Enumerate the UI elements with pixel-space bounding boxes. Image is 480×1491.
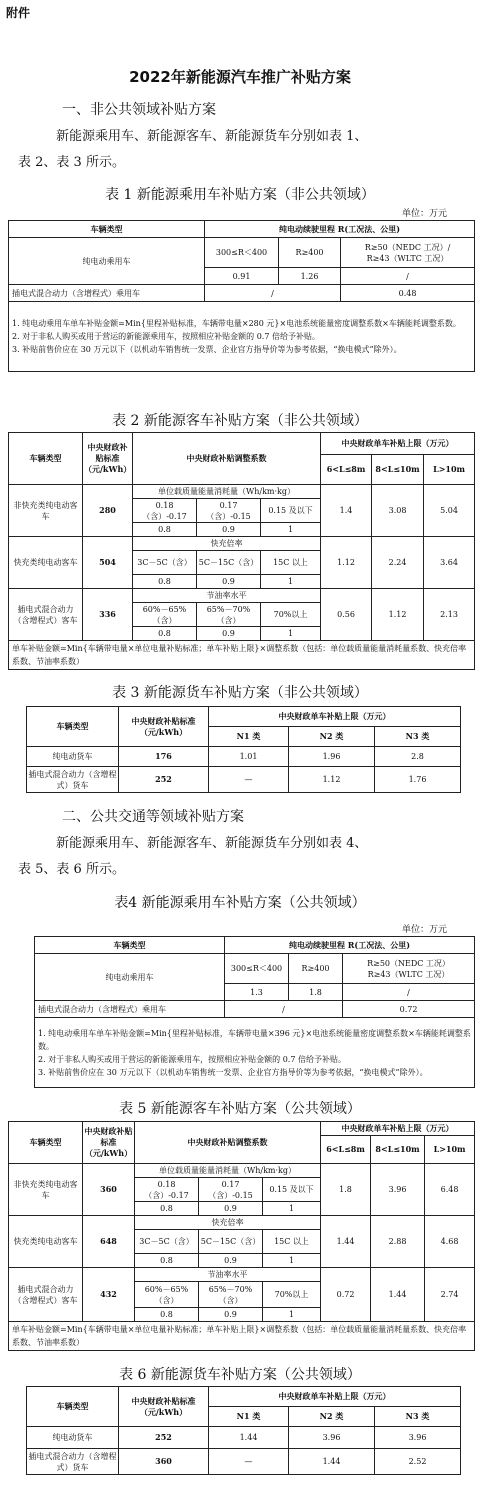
table-4-note-3: 3. 补贴前售价应在 30 万元以下（以机动车销售统一发票、企业官方指导价等为参考依据，“换电模式”除外）。: [38, 1067, 428, 1077]
table-4-range-3: [343, 954, 475, 984]
table-2-header-c3: L>10m: [424, 455, 475, 485]
table-5-g1-k1: 0.8: [135, 1202, 199, 1216]
table-2-g3-a1: 60%－65%（含）: [133, 603, 197, 627]
table-3-header-type: 车辆类型: [27, 707, 119, 747]
table-3-header-n2: N2 类: [289, 727, 375, 747]
table-6-r2-n2: 1.44: [289, 1449, 375, 1475]
attachment-label: 附件: [6, 6, 31, 20]
table-5-header-c2: 8<L≤10m: [371, 1136, 425, 1164]
table-5-g2-c2: 2.88: [371, 1216, 425, 1268]
table-3-caption: 表 3 新能源货车补贴方案（非公共领域）: [112, 685, 368, 701]
table-4-range-3-line2: R≥43（WLTC 工况）: [367, 969, 450, 979]
table-2-header-adj: 中央财政补贴调整系数: [133, 433, 321, 485]
table-6-caption: 表 6 新能源货车补贴方案（公共领域）: [119, 1367, 361, 1383]
table-3-header-cap: 中央财政单车补贴上限（万元）: [209, 707, 461, 727]
table-5-g1-c1: 1.8: [321, 1164, 371, 1216]
table-6-r1-n3: 3.96: [375, 1427, 461, 1449]
table-5-g2-a1: 3C－5C（含）: [135, 1230, 199, 1254]
table-3-r2-std: 252: [119, 767, 209, 793]
section-1-para-line2: 表 2、表 3 所示。: [18, 155, 125, 170]
table-4-row-phev-label: 插电式混合动力（含增程式）乘用车: [35, 1001, 225, 1018]
table-5-caption: 表 5 新能源客车补贴方案（公共领域）: [119, 1101, 361, 1117]
table-2-g2-c3: 3.64: [424, 537, 475, 589]
table-2-g1-c1: 1.4: [321, 485, 372, 537]
table-3-header-std: 中央财政补贴标准（元/kWh）: [119, 707, 209, 747]
table-1-note-1: 1. 纯电动乘用车单车补贴金额=Min{里程补贴标准，车辆带电量×280 元}×电池系统能量密度调整系数×车辆能耗调整系数。: [12, 319, 461, 328]
table-4-header-range: 纯电动续驶里程 R(工况法、公里): [225, 937, 475, 954]
table-5-g3-std: 432: [83, 1268, 135, 1322]
table-5-g3-k1: 0.8: [135, 1308, 199, 1322]
table-1-value-1: 0.91: [205, 268, 279, 285]
table-4-range-1: 300≤R＜400: [225, 954, 289, 984]
table-3-r2-n3: 1.76: [375, 767, 461, 793]
table-2-g2-k1: 0.8: [133, 575, 197, 589]
table-5-g2-a3: 15C 以上: [263, 1230, 321, 1254]
table-6-header-n2: N2 类: [289, 1407, 375, 1427]
table-5-g2-c3: 4.68: [425, 1216, 475, 1268]
table-5-g3-type: 插电式混合动力（含增程式）客车: [9, 1268, 83, 1322]
table-4-range-3-line1: R≥50（NEDC 工况）: [367, 958, 450, 968]
table-1-row-phev-label: 插电式混合动力（含增程式）乘用车: [9, 285, 205, 302]
table-5-g1-std: 360: [83, 1164, 135, 1216]
table-3-r2-n2: 1.12: [289, 767, 375, 793]
table-4-phev-value: 0.72: [343, 1001, 475, 1018]
table-2-header-std: 中央财政补贴标准（元/kWh）: [83, 433, 133, 485]
table-2-g1-a1: 0.18（含）-0.17: [133, 499, 197, 523]
table-4-note-1: 1. 纯电动乘用车单车补贴金额=Min{里程补贴标准，车辆带电量×396 元}×电池系统能量密度调整系数×车辆能耗调整系数。: [38, 1028, 471, 1051]
table-2-header-type: 车辆类型: [9, 433, 83, 485]
table-6-r2-std: 360: [119, 1449, 209, 1475]
table-1-value-2: 1.26: [279, 268, 341, 285]
table-6-header-cap: 中央财政单车补贴上限（万元）: [209, 1387, 461, 1407]
table-3-r1-std: 176: [119, 747, 209, 767]
table-3: [26, 706, 461, 793]
table-3-r1-n2: 1.96: [289, 747, 375, 767]
table-2-g1-k1: 0.8: [133, 523, 197, 537]
table-4-range-2: R≥400: [289, 954, 343, 984]
table-6-header-type: 车辆类型: [27, 1387, 119, 1427]
table-6-r1-n2: 3.96: [289, 1427, 375, 1449]
table-2-g1-c3: 5.04: [424, 485, 475, 537]
table-5-g1-k2: 0.9: [199, 1202, 263, 1216]
table-2-g1-a2: 0.17（含）-0.15: [197, 499, 261, 523]
table-4-value-2: 1.8: [289, 984, 343, 1001]
section-2-para-line2: 表 5、表 6 所示。: [18, 862, 125, 877]
table-5-header-std: 中央财政补贴标准（元/kWh）: [83, 1122, 135, 1164]
table-5-header-c3: L>10m: [425, 1136, 475, 1164]
table-2-g3-std: 336: [83, 589, 133, 641]
table-4-notes: [35, 1018, 475, 1088]
table-5-g3-c1: 0.72: [321, 1268, 371, 1322]
table-6-r2-type: 插电式混合动力（含增程式）货车: [27, 1449, 119, 1475]
table-5-g3-c2: 1.44: [371, 1268, 425, 1322]
table-6-r1-std: 252: [119, 1427, 209, 1449]
section-2-heading: 二、公共交通等领域补贴方案: [62, 809, 244, 825]
table-2-g3-k3: 1: [261, 627, 321, 641]
table-1-notes: [9, 302, 475, 372]
table-4-value-3: /: [343, 984, 475, 1001]
table-2-g2-c1: 1.12: [321, 537, 372, 589]
table-5-g3-k3: 1: [263, 1308, 321, 1322]
table-1-range-3-line2: R≥43（WLTC 工况）: [366, 253, 449, 263]
table-1-phev-slash: /: [205, 285, 341, 302]
table-2-g1-c2: 3.08: [372, 485, 424, 537]
table-5-g3-sub: 节油率水平: [135, 1268, 321, 1282]
table-6-r1-n1: 1.44: [209, 1427, 289, 1449]
table-3-r1-n3: 2.8: [375, 747, 461, 767]
table-2-g2-a1: 3C－5C（含）: [133, 551, 197, 575]
table-5-header-adj: 中央财政补贴调整系数: [135, 1122, 321, 1164]
table-2-g2-a2: 5C－15C（含）: [197, 551, 261, 575]
table-2-caption: 表 2 新能源客车补贴方案（非公共领域）: [112, 413, 368, 429]
table-1-phev-value: 0.48: [341, 285, 475, 302]
table-2-g3-type: 插电式混合动力（含增程式）客车: [9, 589, 83, 641]
table-2-g2-type: 快充类纯电动客车: [9, 537, 83, 589]
table-4-row-bev-label: 纯电动乘用车: [35, 954, 225, 1001]
table-3-header-n3: N3 类: [375, 727, 461, 747]
table-2-g1-sub: 单位载质量能量消耗量（Wh/km·kg）: [133, 485, 321, 499]
table-2-g3-a3: 70%以上: [261, 603, 321, 627]
table-3-r1-n1: 1.01: [209, 747, 289, 767]
table-2-g2-sub: 快充倍率: [133, 537, 321, 551]
table-2-g3-c2: 1.12: [372, 589, 424, 641]
table-5-note: 单车补贴金额=Min{车辆带电量×单位电量补贴标准；单车补贴上限}×调整系数（包括：单位载质量能量消耗量系数、快充倍率系数、节油率系数）: [9, 1322, 475, 1351]
table-1-header-type: 车辆类型: [9, 221, 205, 238]
table-5-g1-a1: 0.18（含）-0.17: [135, 1178, 199, 1202]
table-2-g2-std: 504: [83, 537, 133, 589]
table-6-r1-type: 纯电动货车: [27, 1427, 119, 1449]
table-1-range-2: R≥400: [279, 238, 341, 268]
table-5-g2-std: 648: [83, 1216, 135, 1268]
table-5-g2-k3: 1: [263, 1254, 321, 1268]
table-2-g1-k3: 1: [261, 523, 321, 537]
table-4-header-type: 车辆类型: [35, 937, 225, 954]
table-1-row-bev-label: 纯电动乘用车: [9, 238, 205, 285]
table-5-g1-k3: 1: [263, 1202, 321, 1216]
table-1: [8, 220, 475, 372]
table-5-g1-a2: 0.17（含）-0.15: [199, 1178, 263, 1202]
table-5-g1-c2: 3.96: [371, 1164, 425, 1216]
table-2-g3-k1: 0.8: [133, 627, 197, 641]
table-2-g2-k2: 0.9: [197, 575, 261, 589]
table-5-g2-sub: 快充倍率: [135, 1216, 321, 1230]
table-5-g2-k2: 0.9: [199, 1254, 263, 1268]
table-5-g2-c1: 1.44: [321, 1216, 371, 1268]
table-2-header-c1: 6<L≤8m: [321, 455, 372, 485]
table-5-g1-sub: 单位载质量能量消耗量（Wh/km·kg）: [135, 1164, 321, 1178]
table-3-r2-n1: —: [209, 767, 289, 793]
section-1-para-line1: 新能源乘用车、新能源客车、新能源货车分别如表 1、: [56, 129, 368, 144]
table-1-unit: 单位：万元: [402, 209, 448, 219]
table-2: [8, 432, 475, 670]
table-2-g2-c2: 2.24: [372, 537, 424, 589]
table-2-g1-a3: 0.15 及以下: [261, 499, 321, 523]
table-2-g2-k3: 1: [261, 575, 321, 589]
table-2-g2-a3: 15C 以上: [261, 551, 321, 575]
section-1-heading: 一、非公共领域补贴方案: [62, 102, 216, 118]
table-1-range-1: 300≤R＜400: [205, 238, 279, 268]
table-6-header-n3: N3 类: [375, 1407, 461, 1427]
table-1-note-3: 3. 补贴前售价应在 30 万元以下（以机动车销售统一发票、企业官方指导价等为参考依据，“换电模式”除外）。: [12, 345, 402, 354]
table-3-r1-type: 纯电动货车: [27, 747, 119, 767]
table-2-header-c2: 8<L≤10m: [372, 455, 424, 485]
table-5-g3-a1: 60%－65%（含）: [135, 1282, 199, 1308]
table-2-g3-sub: 节油率水平: [133, 589, 321, 603]
section-2-para-line1: 新能源乘用车、新能源客车、新能源货车分别如表 4、: [56, 836, 368, 851]
table-2-g3-k2: 0.9: [197, 627, 261, 641]
table-4-note-2: 2. 对于非私人购买或用于营运的新能源乘用车，按照相应补贴金额的 0.7 倍给予补贴。: [38, 1054, 346, 1064]
table-5-g1-type: 非快充类纯电动客车: [9, 1164, 83, 1216]
table-5-g2-k1: 0.8: [135, 1254, 199, 1268]
table-2-g3-c1: 0.56: [321, 589, 372, 641]
page-title: 2022年新能源汽车推广补贴方案: [129, 68, 351, 86]
table-5-header-c1: 6<L≤8m: [321, 1136, 371, 1164]
table-2-header-cap: 中央财政单车补贴上限（万元）: [321, 433, 475, 455]
table-1-value-3: /: [341, 268, 475, 285]
table-5-g2-a2: 5C－15C（含）: [199, 1230, 263, 1254]
table-2-note: 单车补贴金额=Min{车辆带电量×单位电量补贴标准；单车补贴上限}×调整系数（包括：单位载质量能量消耗量系数、快充倍率系数、节油率系数）: [9, 641, 475, 670]
table-2-g3-c3: 2.13: [424, 589, 475, 641]
table-6-r2-n3: 2.52: [375, 1449, 461, 1475]
table-2-g1-type: 非快充类纯电动客车: [9, 485, 83, 537]
table-1-note-2: 2. 对于非私人购买或用于营运的新能源乘用车，按照相应补贴金额的 0.7 倍给予补贴。: [12, 332, 320, 341]
table-1-range-3: [341, 238, 475, 268]
table-3-header-n1: N1 类: [209, 727, 289, 747]
table-4-unit: 单位：万元: [402, 925, 448, 935]
table-5-g2-type: 快充类纯电动客车: [9, 1216, 83, 1268]
table-5-header-type: 车辆类型: [9, 1122, 83, 1164]
table-5-g1-a3: 0.15 及以下: [263, 1178, 321, 1202]
table-4-phev-slash: /: [225, 1001, 343, 1018]
table-6-header-std: 中央财政补贴标准（元/kWh）: [119, 1387, 209, 1427]
table-4-value-1: 1.3: [225, 984, 289, 1001]
table-2-g1-k2: 0.9: [197, 523, 261, 537]
table-5-g3-c3: 2.74: [425, 1268, 475, 1322]
table-1-caption: 表 1 新能源乘用车补贴方案（非公共领域）: [105, 187, 375, 203]
table-3-r2-type: 插电式混合动力（含增程式）货车: [27, 767, 119, 793]
table-6-header-n1: N1 类: [209, 1407, 289, 1427]
table-2-g1-std: 280: [83, 485, 133, 537]
table-5-g1-c3: 6.48: [425, 1164, 475, 1216]
table-2-g3-a2: 65%－70%（含）: [197, 603, 261, 627]
table-5-header-cap: 中央财政单车补贴上限（万元）: [321, 1122, 475, 1136]
table-4: [34, 936, 475, 1088]
table-6-r2-n1: —: [209, 1449, 289, 1475]
table-5: [8, 1121, 475, 1351]
table-6: [26, 1386, 461, 1475]
table-5-g3-a3: 70%以上: [263, 1282, 321, 1308]
table-1-header-range: 纯电动续驶里程 R(工况法、公里): [205, 221, 475, 238]
table-5-g3-k2: 0.9: [199, 1308, 263, 1322]
table-1-range-3-line1: R≥50（NEDC 工况）/: [364, 242, 451, 252]
table-4-caption: 表4 新能源乘用车补贴方案（公共领域）: [114, 895, 366, 911]
table-5-g3-a2: 65%－70%（含）: [199, 1282, 263, 1308]
